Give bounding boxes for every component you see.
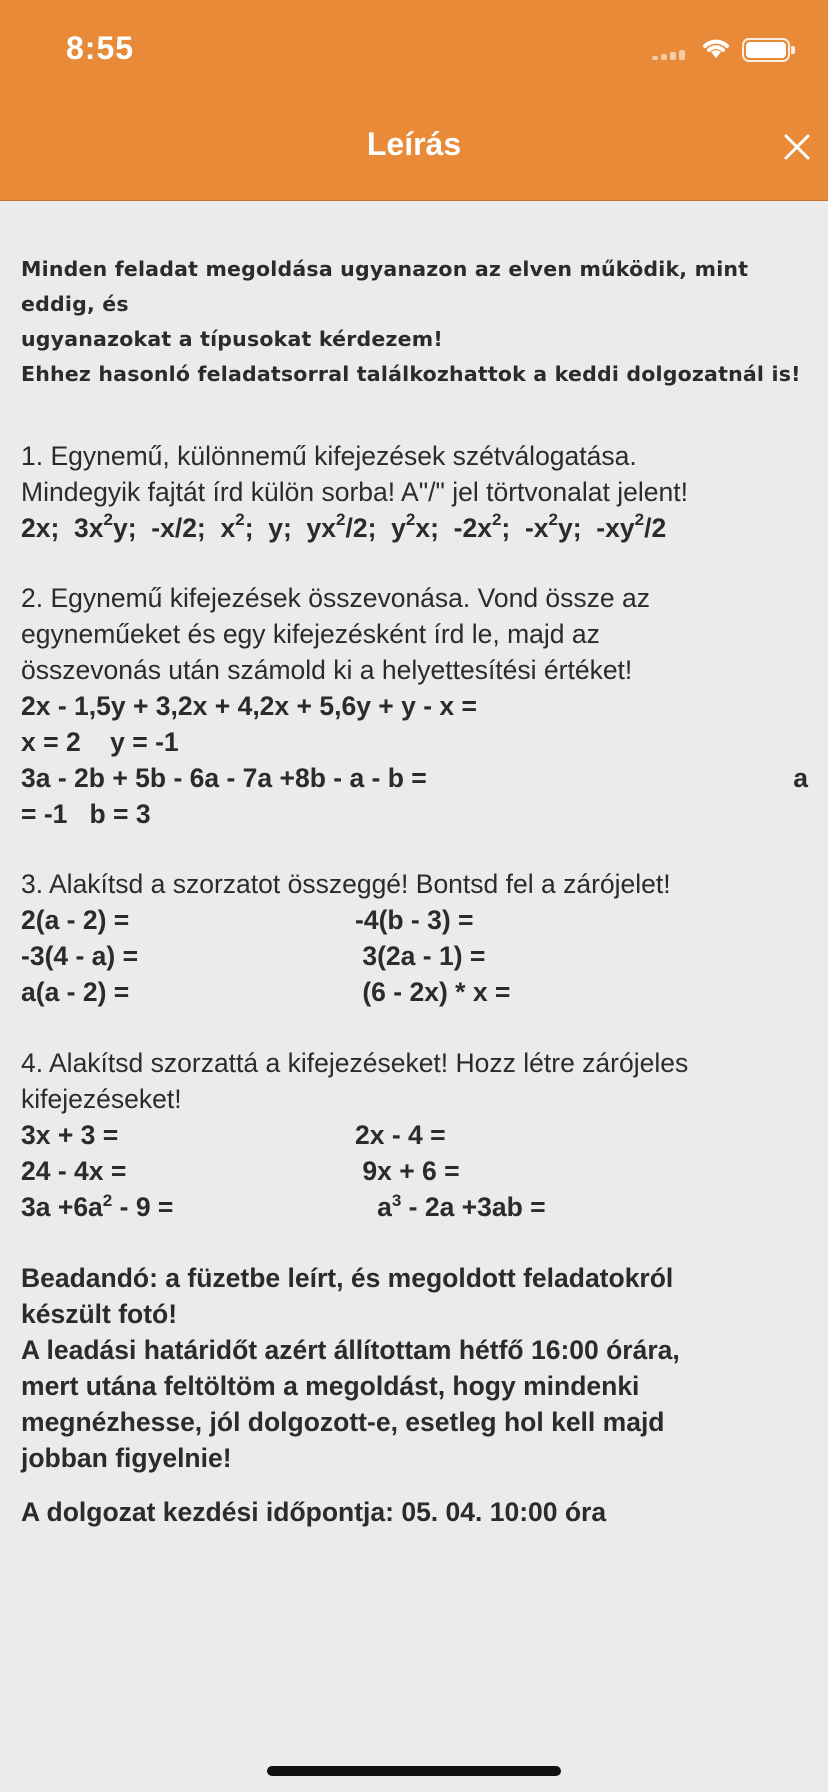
submission-info [21,1260,811,1476]
expression-row: 2(a - 2) = -4(b - 3) = [21,905,474,935]
start-time-text: A dolgozat kezdési időpontja: 05. 04. 10:00 óra [21,1497,607,1527]
expression-line: 2x; $3x^2y$; -x/2; $x^2$; y; $yx^2/2$; $y^2x$; $-2x^2$; $-x^2y$; $-xy^2/2$ [21,510,667,543]
expression-line: 3a - 2b + 5b - 6a - 7a +8b - a - b = a [21,763,808,793]
task-text: 1. Egynemű, különnemű kifejezések szétválogatása. [21,441,637,471]
expression-row: 24 - 4x = 9x + 6 = [21,1156,460,1186]
task-4 [21,1045,811,1225]
task-3 [21,866,811,1010]
home-indicator[interactable] [267,1766,561,1776]
expression-row: 3x + 3 = 2x - 4 = [21,1120,446,1150]
info-text: megnézhesse, jól dolgozott-e, esetleg hol kell majd [21,1407,665,1437]
task-text: kifejezéseket! [21,1084,182,1114]
task-2 [21,580,811,832]
info-text: mert utána feltöltöm a megoldást, hogy mindenki [21,1371,640,1401]
intro-text [21,252,811,392]
task-text: 4. Alakítsd szorzattá a kifejezéseket! Hozz létre zárójeles [21,1048,689,1078]
expression-line: = -1 b = 3 [21,799,151,829]
expression-row: $3a +6a^2 - 9$ = $a^3 - 2a +3ab$ = [21,1191,546,1222]
info-text: jobban figyelnie! [21,1443,232,1473]
info-text: készült fotó! [21,1299,178,1329]
task-text: 2. Egynemű kifejezések összevonása. Vond össze az [21,583,650,613]
info-text: A leadási határidőt azért állítottam hétfő 16:00 órára, [21,1335,680,1365]
expression-row: -3(4 - a) = 3(2a - 1) = [21,941,486,971]
cellular-signal-icon [652,50,692,60]
intro-line: Minden feladat megoldása ugyanazon az elven működik, mint eddig, és [21,257,749,316]
wifi-icon [700,36,732,60]
expression-line: x = 2 y = -1 [21,727,179,757]
expression-line: 2x - 1,5y + 3,2x + 4,2x + 5,6y + y - x = [21,691,477,721]
intro-line: Ehhez hasonló feladatsorral találkozhattok a keddi dolgozatnál is! [21,362,801,386]
description-content [21,252,811,1530]
expression-row: a(a - 2) = (6 - 2x) * x = [21,977,511,1007]
info-text: Beadandó: a füzetbe leírt, és megoldott feladatokról [21,1263,674,1293]
intro-line: ugyanazokat a típusokat kérdezem! [21,327,443,351]
battery-icon [742,38,790,62]
status-time: 8:55 [66,30,135,66]
task-text: Mindegyik fajtát írd külön sorba! A"/" jel törtvonalat jelent! [21,477,688,507]
close-icon[interactable] [780,130,814,164]
task-text: 3. Alakítsd a szorzatot összeggé! Bontsd fel a zárójelet! [21,869,671,899]
page-title: Leírás [366,126,462,162]
task-1 [21,438,811,546]
test-start-info [21,1494,811,1530]
task-text: egyneműeket és egy kifejezésként írd le, majd az [21,619,600,649]
nav-header [0,0,828,201]
task-text: összevonás után számold ki a helyettesítési értéket! [21,655,633,685]
